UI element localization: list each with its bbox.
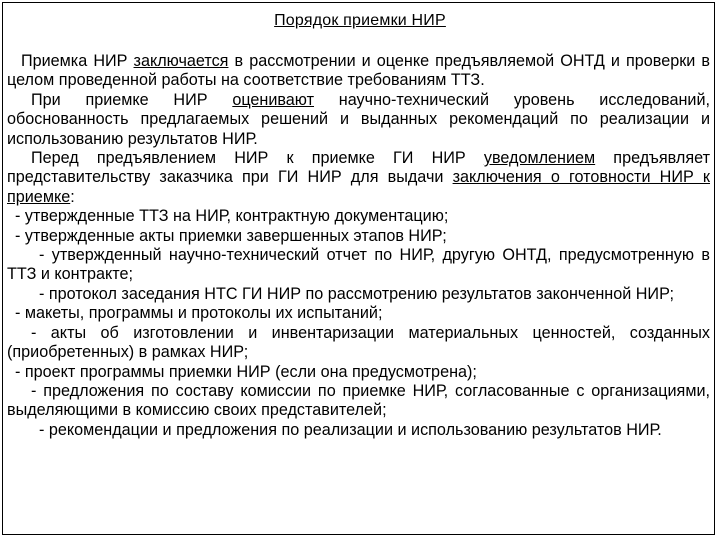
paragraph-text: научно-технический уровень исследований, обоснованность предлагаемых решений и выданных рекомендаций по реализации и использованию результатов НИР. xyxy=(7,90,710,148)
paragraph-submission xyxy=(7,149,710,207)
list-item: - макеты, программы и протоколы их испытаний; xyxy=(15,304,383,323)
list-item: - акты об изготовлении и инвентаризации материальных ценностей, созданных (приобретенных) в рамках НИР; xyxy=(7,323,710,362)
paragraph-text: Приемка НИР xyxy=(21,52,134,70)
list-item: - проект программы приемки НИР (если она предусмотрена); xyxy=(15,362,477,381)
paragraph-text: предъявляет представительству заказчика при ГИ НИР для выдачи xyxy=(7,149,711,187)
list-item: - утвержденный научно-технический отчет по НИР, другую ОНТД, предусмотренную в ТТЗ и контракте; xyxy=(7,246,710,284)
list-item: - протокол заседания НТС ГИ НИР по рассмотрению результатов законченной НИР; xyxy=(39,284,675,303)
list-item: - предложения по составу комиссии по приемке НИР, согласованные с организациями, выделяющими в комиссию своих представителей; xyxy=(7,381,710,420)
paragraph-text: : xyxy=(70,187,75,206)
underlined-term: заключения о готовности НИР к приемке xyxy=(7,168,711,206)
paragraph-acceptance xyxy=(7,52,710,91)
underlined-term: уведомлением xyxy=(483,149,596,168)
paragraph-text: в рассмотрении и оценке предъявляемой ОНТД и проверки в целом проведенной работы на соответствие требованиям ТТЗ. xyxy=(7,52,711,90)
paragraph-evaluation xyxy=(7,91,710,149)
list-item: - рекомендации и предложения по реализации и использованию результатов НИР. xyxy=(39,420,662,439)
document-body xyxy=(7,52,710,440)
list-item: - утвержденные акты приемки завершенных этапов НИР; xyxy=(15,226,447,245)
paragraph-text: Перед предъявлением НИР к приемке ГИ НИР xyxy=(31,149,484,168)
paragraph-text: При приемке НИР xyxy=(31,90,233,109)
page-title: Порядок приемки НИР xyxy=(274,12,446,29)
underlined-term: заключается xyxy=(133,52,229,70)
underlined-term: оценивают xyxy=(232,90,315,109)
list-item: - утвержденные ТТЗ на НИР, контрактную документацию; xyxy=(15,207,449,226)
